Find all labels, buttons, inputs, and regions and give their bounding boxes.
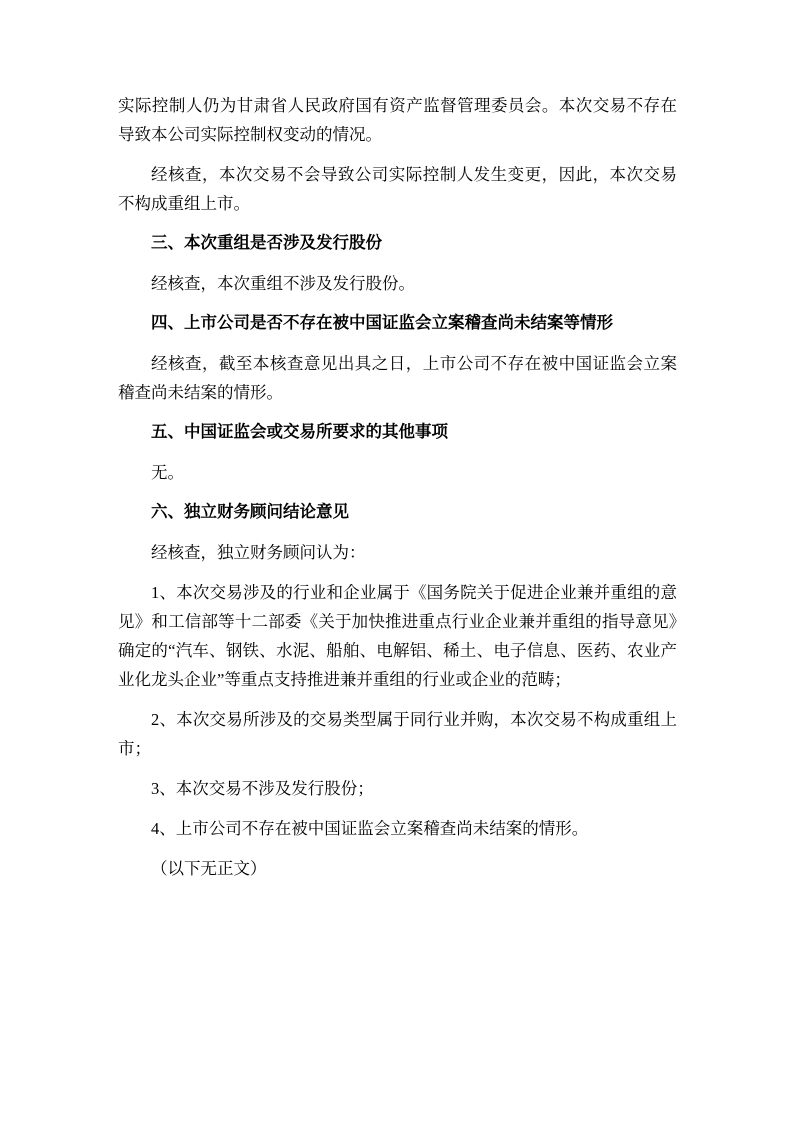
paragraph-no-control-change-conclusion: 经核查，本次交易不会导致公司实际控制人发生变更，因此，本次交易不构成重组上市。 xyxy=(118,165,677,213)
section-heading-4-csrc-investigation: 四、上市公司是否不存在被中国证监会立案稽查尚未结案等情形 xyxy=(151,314,613,332)
section-heading-6-advisor-conclusion: 六、独立财务顾问结论意见 xyxy=(151,503,349,521)
paragraph-none: 无。 xyxy=(151,463,184,482)
paragraph-conclusion-item-2: 2、本次交易所涉及的交易类型属于同行业并购，本次交易不构成重组上市； xyxy=(118,710,677,758)
paragraph-conclusion-item-3: 3、本次交易不涉及发行股份； xyxy=(151,779,374,798)
paragraph-continuation-actual-controller: 实际控制人仍为甘肃省人民政府国有资产监督管理委员会。本次交易不存在导致本公司实际控制权变动的情况。 xyxy=(118,96,677,144)
paragraph-conclusion-item-1: 1、本次交易涉及的行业和企业属于《国务院关于促进企业兼并重组的意见》和工信部等十二部委《关于加快推进重点行业企业兼并重组的指导意见》确定的“汽车、钢铁、水泥、船舶、电解铝、稀土、电子信息、医药、农业产业化龙头企业”等重点支持推进兼并重组的行业或企业的范畴； xyxy=(118,583,677,689)
paragraph-end-of-text-marker: （以下无正文） xyxy=(151,859,267,878)
paragraph-advisor-opinion-intro: 经核查，独立财务顾问认为： xyxy=(151,543,366,562)
paragraph-no-share-issuance: 经核查，本次重组不涉及发行股份。 xyxy=(151,274,415,293)
paragraph-no-pending-investigation: 经核查，截至本核查意见出具之日，上市公司不存在被中国证监会立案稽查尚未结案的情形。 xyxy=(118,354,677,402)
section-heading-3-share-issuance: 三、本次重组是否涉及发行股份 xyxy=(151,234,382,252)
section-heading-5-other-matters: 五、中国证监会或交易所要求的其他事项 xyxy=(151,423,448,441)
paragraph-conclusion-item-4: 4、上市公司不存在被中国证监会立案稽查尚未结案的情形。 xyxy=(151,819,589,838)
